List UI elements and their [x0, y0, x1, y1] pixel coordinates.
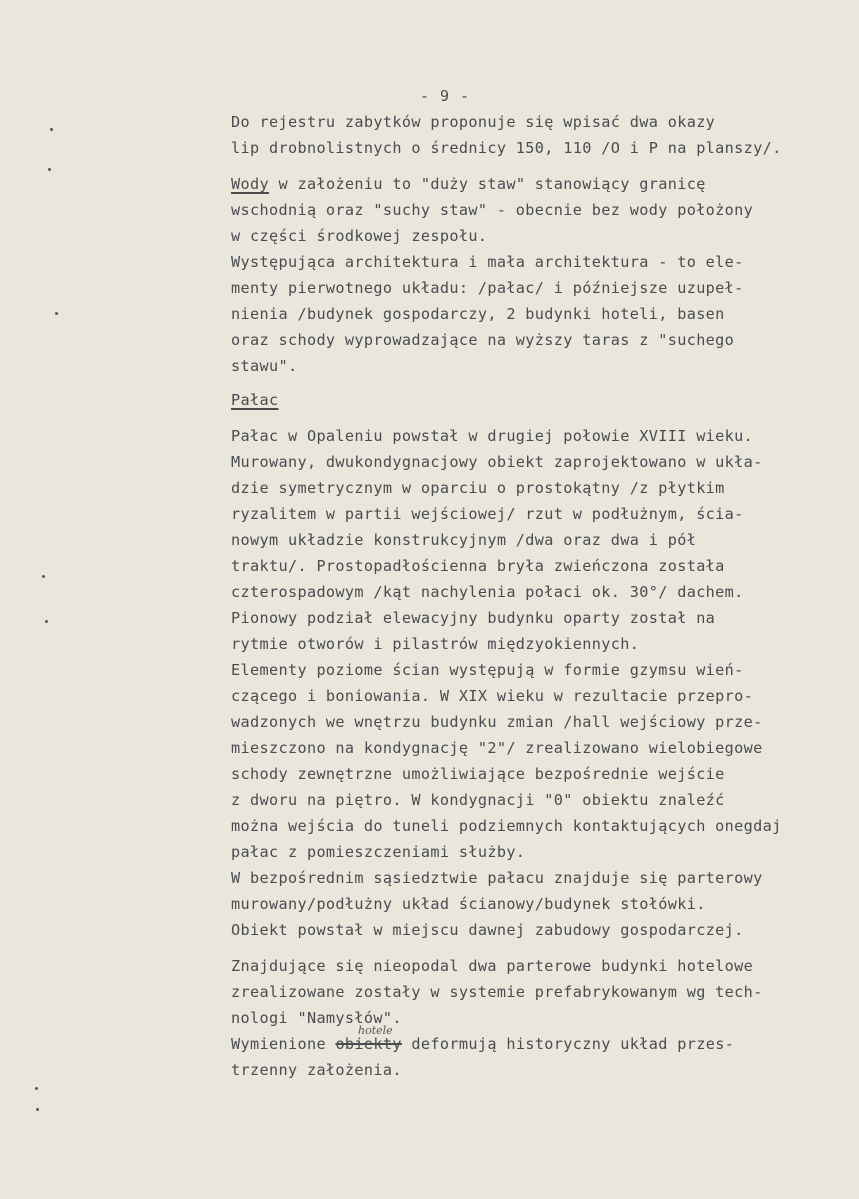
section-heading-wody: Wody — [231, 175, 269, 193]
text-line: traktu/. Prostopadłościenna bryła zwieńczona została — [231, 557, 725, 575]
text-line: Pionowy podział elewacyjny budynku oparty został na — [231, 609, 716, 627]
text-line: oraz schody wyprowadzające na wyższy taras z "suchego — [231, 331, 735, 349]
margin-speck — [55, 312, 58, 315]
text-line: pałac z pomieszczeniami służby. — [231, 843, 526, 861]
text-line: dzie symetrycznym w oparciu o prostokątny /z płytkim — [231, 479, 725, 497]
text-line: wschodnią oraz "suchy staw" - obecnie bez wody położony — [231, 201, 754, 219]
text-line: można wejścia do tuneli podziemnych kontaktujących onegdaj — [231, 817, 782, 835]
text-line — [231, 1035, 734, 1053]
text-line — [231, 175, 706, 193]
text-line: Murowany, dwukondygnacjowy obiekt zaprojektowano w ukła- — [231, 453, 763, 471]
text-line: Elementy poziome ścian występują w formie gzymsu wień- — [231, 661, 744, 679]
text-line: Do rejestru zabytków proponuje się wpisać dwa okazy — [231, 113, 716, 131]
text-fragment: Wymienione — [231, 1035, 336, 1053]
text-line: nowym układzie konstrukcyjnym /dwa oraz dwa i pół — [231, 531, 697, 549]
text-line: czterospadowym /kąt nachylenia połaci ok. 30°/ dachem. — [231, 583, 744, 601]
text-fragment: deformują historyczny układ przes- — [401, 1035, 735, 1053]
text-line — [231, 391, 278, 409]
text-line: Występująca architektura i mała architektura - to ele- — [231, 253, 744, 271]
text-line: Obiekt powstał w miejscu dawnej zabudowy gospodarczej. — [231, 921, 744, 939]
text-line: nologi "Namysłów". — [231, 1009, 402, 1027]
text-line: w części środkowej zespołu. — [231, 227, 488, 245]
text-line: W bezpośrednim sąsiedztwie pałacu znajduje się parterowy — [231, 869, 763, 887]
text-line: nienia /budynek gospodarczy, 2 budynki hoteli, basen — [231, 305, 725, 323]
text-line: menty pierwotnego układu: /pałac/ i późniejsze uzupeł- — [231, 279, 744, 297]
text-line: rytmie otworów i pilastrów międzyokiennych. — [231, 635, 640, 653]
text-line: Znajdujące się nieopodal dwa parterowe budynki hotelowe — [231, 957, 754, 975]
text-line: ryzalitem w partii wejściowej/ rzut w podłużnym, ścia- — [231, 505, 744, 523]
handwritten-insert: hotele — [358, 1024, 393, 1037]
text-fragment: w założeniu to "duży staw" stanowiący granicę — [268, 175, 706, 193]
page-number: - 9 - — [420, 87, 471, 105]
margin-speck — [35, 1087, 38, 1090]
text-line: mieszczono na kondygnację "2"/ zrealizowano wielobiegowe — [231, 739, 763, 757]
text-line: schody zewnętrzne umożliwiające bezpośrednie wejście — [231, 765, 725, 783]
struck-word: obiekty — [335, 1035, 402, 1053]
text-line: stawu". — [231, 357, 298, 375]
section-heading-palac: Pałac — [231, 391, 279, 409]
margin-speck — [42, 575, 45, 578]
text-line: wadzonych we wnętrzu budynku zmian /hall wejściowy prze- — [231, 713, 763, 731]
text-line: czącego i boniowania. W XIX wieku w rezultacie przepro- — [231, 687, 754, 705]
margin-speck — [50, 128, 53, 131]
text-line: zrealizowane zostały w systemie prefabrykowanym wg tech- — [231, 983, 763, 1001]
margin-speck — [45, 620, 48, 623]
text-line: lip drobnolistnych o średnicy 150, 110 /O i P na planszy/. — [231, 139, 782, 157]
margin-speck — [36, 1108, 39, 1111]
text-line: murowany/podłużny układ ścianowy/budynek stołówki. — [231, 895, 706, 913]
text-line: z dworu na piętro. W kondygnacji "0" obiektu znaleźć — [231, 791, 725, 809]
text-line: trzenny założenia. — [231, 1061, 402, 1079]
margin-speck — [48, 168, 51, 171]
text-line: Pałac w Opaleniu powstał w drugiej połowie XVIII wieku. — [231, 427, 754, 445]
